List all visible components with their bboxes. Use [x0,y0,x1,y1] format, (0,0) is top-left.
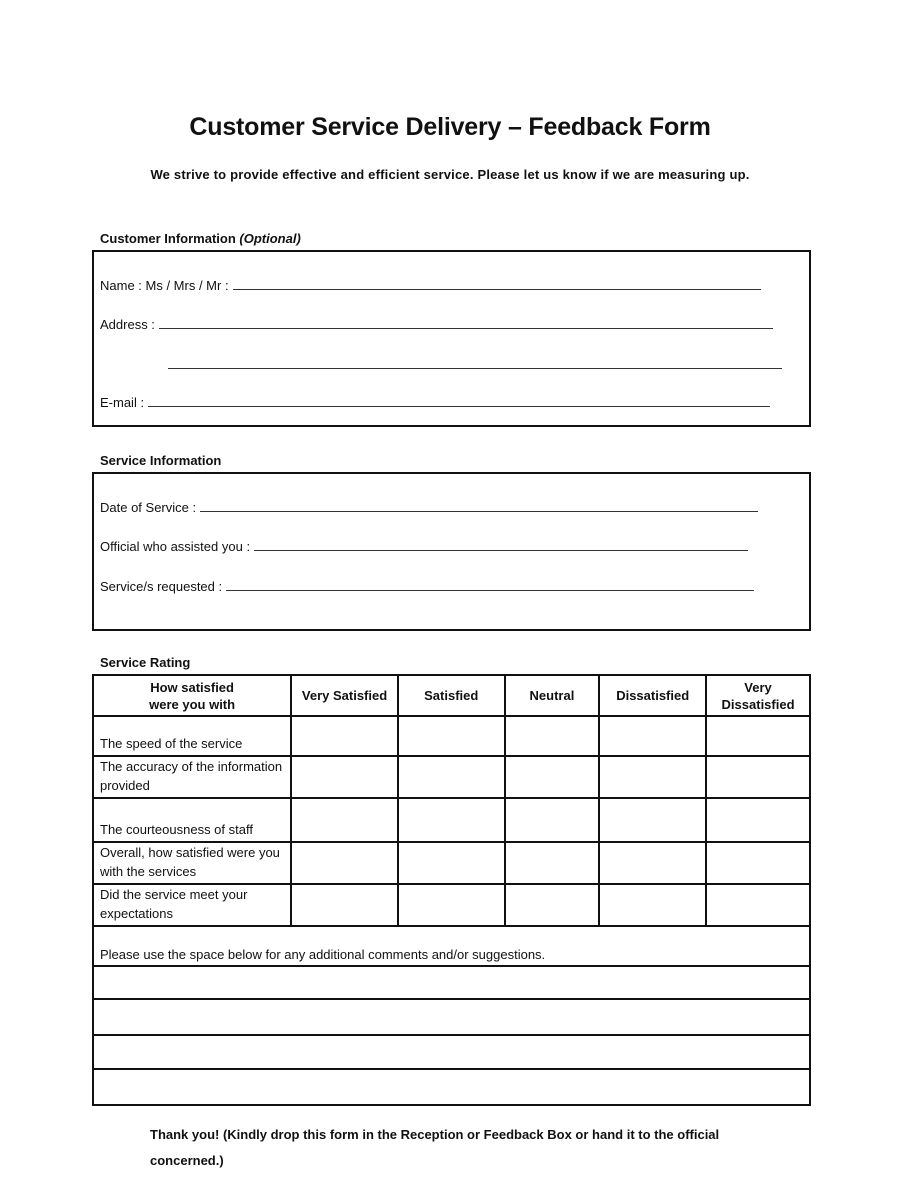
rating-cell[interactable] [398,798,505,842]
date-of-service-line[interactable] [200,511,758,512]
services-requested-line[interactable] [226,590,754,591]
comment-line-row [93,999,810,1035]
rating-cell[interactable] [505,716,600,756]
official-label: Official who assisted you : [100,539,251,554]
table-row [93,842,810,884]
rating-cell[interactable] [291,798,398,842]
question-expectations: Did the service meet your expectations [93,884,291,926]
service-info-heading: Service Information [100,453,222,468]
rating-cell[interactable] [599,716,706,756]
rating-cell[interactable] [505,842,600,884]
email-line[interactable] [148,406,770,407]
very-satisfied-header: Very Satisfied [291,675,398,716]
official-line[interactable] [254,550,748,551]
rating-cell[interactable] [398,842,505,884]
question-overall: Overall, how satisfied were you with the services [93,842,291,884]
rating-cell[interactable] [505,884,600,926]
rating-cell[interactable] [599,842,706,884]
date-of-service-label: Date of Service : [100,500,197,515]
table-row [93,756,810,798]
rating-cell[interactable] [398,756,505,798]
service-rating-heading: Service Rating [100,655,191,670]
dissatisfied-header: Dissatisfied [599,675,706,716]
name-line[interactable] [233,289,761,290]
question-courteousness: The courteousness of staff [93,798,291,842]
table-row [93,884,810,926]
services-requested-label: Service/s requested : [100,579,223,594]
table-row [93,798,810,842]
rating-cell[interactable] [398,716,505,756]
comment-prompt: Please use the space below for any additional comments and/or suggestions. [93,926,810,966]
comment-line-3[interactable] [93,1035,810,1069]
table-row [93,716,810,756]
rating-cell[interactable] [398,884,505,926]
question-accuracy: The accuracy of the information provided [93,756,291,798]
email-field[interactable] [100,390,800,410]
satisfied-header: Satisfied [398,675,505,716]
name-label: Name : Ms / Mrs / Mr : [100,278,229,293]
address-line-2[interactable] [168,368,782,369]
services-requested-field[interactable] [100,574,800,594]
comment-line-row [93,1069,810,1105]
comment-line-row [93,1035,810,1069]
comment-prompt-row [93,926,810,966]
rating-cell[interactable] [291,716,398,756]
comment-line-1[interactable] [93,966,810,999]
email-label: E-mail : [100,395,145,410]
rating-cell[interactable] [291,756,398,798]
rating-cell[interactable] [706,798,810,842]
customer-info-heading [100,231,301,246]
neutral-header: Neutral [505,675,600,716]
comment-line-2[interactable] [93,999,810,1035]
address-label: Address : [100,317,155,332]
rating-cell[interactable] [599,798,706,842]
name-field[interactable] [100,273,800,293]
comment-line-row [93,966,810,999]
question-column-header: How satisfied were you with [93,675,291,716]
official-field[interactable] [100,534,800,554]
form-title: Customer Service Delivery – Feedback Form [189,113,711,141]
rating-cell[interactable] [599,756,706,798]
form-subtitle: We strive to provide effective and efficient service. Please let us know if we are measuring up. [150,167,750,182]
date-of-service-field[interactable] [100,495,800,515]
rating-cell[interactable] [599,884,706,926]
rating-cell[interactable] [505,756,600,798]
rating-cell[interactable] [291,842,398,884]
rating-cell[interactable] [706,884,810,926]
rating-header-row [93,675,810,716]
address-line-1[interactable] [159,328,773,329]
rating-cell[interactable] [706,842,810,884]
service-rating-table [92,674,811,1106]
question-speed: The speed of the service [93,716,291,756]
rating-cell[interactable] [291,884,398,926]
comment-line-4[interactable] [93,1069,810,1105]
address-field[interactable] [100,312,800,332]
rating-cell[interactable] [505,798,600,842]
rating-cell[interactable] [706,716,810,756]
rating-cell[interactable] [706,756,810,798]
footer-cutoff-text: Thank you! (Kindly drop this form in the Reception or Feedback Box or hand it to the official concerned.) [150,1127,720,1168]
customer-info-label: Customer Information [100,231,236,246]
very-dissatisfied-header: Very Dissatisfied [706,675,810,716]
optional-note: (Optional) [239,231,301,246]
address-field-2[interactable] [168,352,788,372]
